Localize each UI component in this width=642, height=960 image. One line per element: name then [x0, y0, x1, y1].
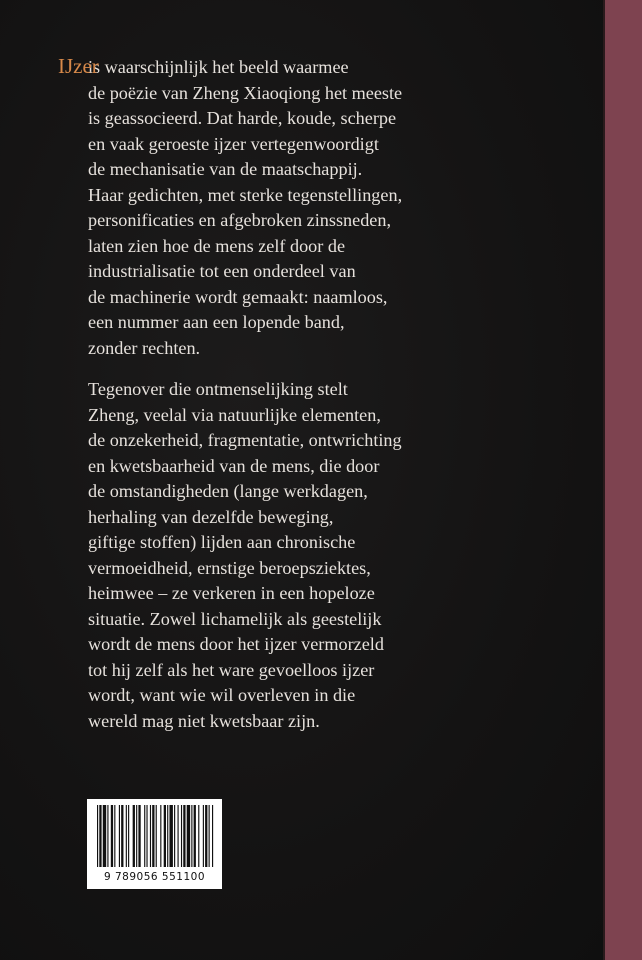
blurb-line: de omstandigheden (lange werkdagen,	[88, 481, 368, 501]
barcode-bar	[144, 805, 145, 867]
blurb-line: laten zien hoe de mens zelf door de	[88, 235, 346, 256]
blurb-line: wereld mag niet kwetsbaar zijn.	[88, 710, 320, 731]
blurb-line: Haar gedichten, met sterke tegenstellingen,	[88, 184, 403, 205]
barcode-bar	[121, 805, 123, 867]
barcode-bar	[164, 805, 166, 867]
barcode-bar	[203, 805, 204, 867]
barcode-bar	[191, 805, 192, 867]
barcode-bar	[114, 805, 115, 867]
blurb-line: vermoeidheid, ernstige beroepsziektes,	[88, 557, 371, 578]
barcode-bar	[209, 805, 210, 867]
barcode-bar	[178, 805, 179, 867]
barcode-bar	[169, 805, 172, 867]
isbn-number: 9 789056 551100	[103, 871, 206, 883]
barcode-bar	[181, 805, 182, 867]
blurb-line: giftige stoffen) lijden aan chronische	[88, 532, 356, 552]
blurb-line: en kwetsbaarheid van de mens, die door	[88, 455, 380, 476]
blurb-line: is geassocieerd. Dat harde, koude, scherpe	[88, 108, 397, 128]
blurb-paragraph-2	[88, 377, 558, 734]
blurb-line: de onzekerheid, fragmentatie, ontwrichting	[88, 430, 402, 450]
barcode-bar	[136, 805, 137, 867]
barcode-bar	[160, 805, 161, 867]
barcode-bar	[97, 805, 98, 867]
barcode-bar	[174, 805, 175, 867]
blurb-line	[58, 54, 558, 81]
barcode-bar	[205, 805, 207, 867]
barcode-bar	[194, 805, 196, 867]
blurb-line: de mechanisatie van de maatschappij.	[88, 159, 363, 179]
barcode-bar	[146, 805, 147, 867]
blurb-line: de machinerie wordt gemaakt: naamloos,	[88, 286, 388, 307]
blurb-line: Tegenover die ontmenselijking stelt	[88, 379, 348, 399]
isbn-barcode	[87, 799, 222, 889]
barcode-bar	[138, 805, 140, 867]
barcode-bar	[107, 805, 108, 867]
barcode-bar	[198, 805, 199, 867]
blurb-line: een nummer aan een lopende band,	[88, 312, 345, 332]
blurb-line: herhaling van dezelfde beweging,	[88, 506, 334, 527]
barcode-bar	[212, 805, 213, 867]
barcode-bar	[111, 805, 113, 867]
blurb-line: zonder rechten.	[88, 337, 201, 358]
blurb-line: tot hij zelf als het ware gevoelloos ijzer	[88, 659, 375, 680]
blurb-line: Zheng, veelal via natuurlijke elementen,	[88, 404, 381, 425]
blurb-line-text: is waarschijnlijk het beeld waarmee	[88, 57, 349, 77]
blurb-line: heimwee – ze verkeren in een hopeloze	[88, 583, 375, 603]
title-word: IJzer	[58, 54, 99, 78]
blurb-line: en vaak geroeste ijzer vertegenwoordigt	[88, 133, 379, 154]
barcode-bar	[156, 805, 157, 867]
barcode-bar	[152, 805, 154, 867]
blurb-line: situatie. Zowel lichamelijk als geestelijk	[88, 608, 382, 629]
barcode-bar	[119, 805, 120, 867]
barcode-bar	[103, 805, 106, 867]
barcode-icon	[87, 799, 222, 871]
blurb-line: de poëzie van Zheng Xiaoqiong het meeste	[88, 82, 403, 103]
blurb-line: wordt, want wie wil overleven in die	[88, 685, 356, 705]
barcode-bar	[126, 805, 127, 867]
book-spine	[605, 0, 642, 960]
barcode-bar	[167, 805, 168, 867]
barcode-bar	[128, 805, 129, 867]
barcode-bar	[150, 805, 151, 867]
blurb-paragraph-1	[58, 54, 558, 361]
blurb-line: wordt de mens door het ijzer vermorzeld	[88, 634, 384, 654]
blurb-line: industrialisatie tot een onderdeel van	[88, 261, 356, 281]
barcode-bar	[99, 805, 101, 867]
barcode-bar	[183, 805, 185, 867]
barcode-bar	[187, 805, 190, 867]
blurb-line: personificaties en afgebroken zinssneden,	[88, 210, 392, 230]
barcode-bar	[133, 805, 135, 867]
